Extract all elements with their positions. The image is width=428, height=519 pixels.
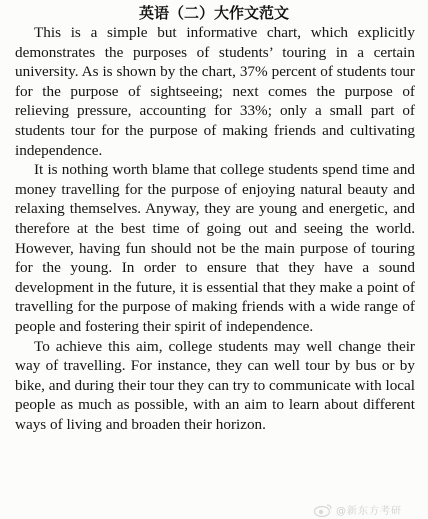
watermark [313,502,402,517]
weibo-logo-icon [313,503,333,517]
document-body [15,23,415,434]
paragraph-2: It is nothing worth blame that college students spend time and money travelling for the purpose of enjoying natural beauty and relaxing themselves. Anyway, they are young and energetic, and therefore at the best time of going out and seeing the world. However, having fun should not be the main purpose of touring for the young. In order to ensure that they have a sound development in the future, it is essential that they make a point of travelling for the purpose of making friends with a wide range of people and fostering their spirit of independence. [15,161,415,335]
document-title: 英语（二）大作文范文 [138,4,289,22]
paragraph-3: To achieve this aim, college students may well change their way of travelling. For instance, they can well tour by bus or by bike, and during their tour they can try to communicate with local people as much as possible, with an aim to learn about different ways of living and broaden their horizon. [15,337,415,433]
paragraph-1: This is a simple but informative chart, which explicitly demonstrates the purposes of students’ touring in a certain university. As is shown by the chart, 37% percent of students tour for the purpose of sightseeing; next comes the purpose of relieving pressure, accounting for 33%; only a small part of students tour for the purpose of making friends and cultivating independence. [15,24,415,159]
watermark-text: @新东方考研 [336,506,402,517]
